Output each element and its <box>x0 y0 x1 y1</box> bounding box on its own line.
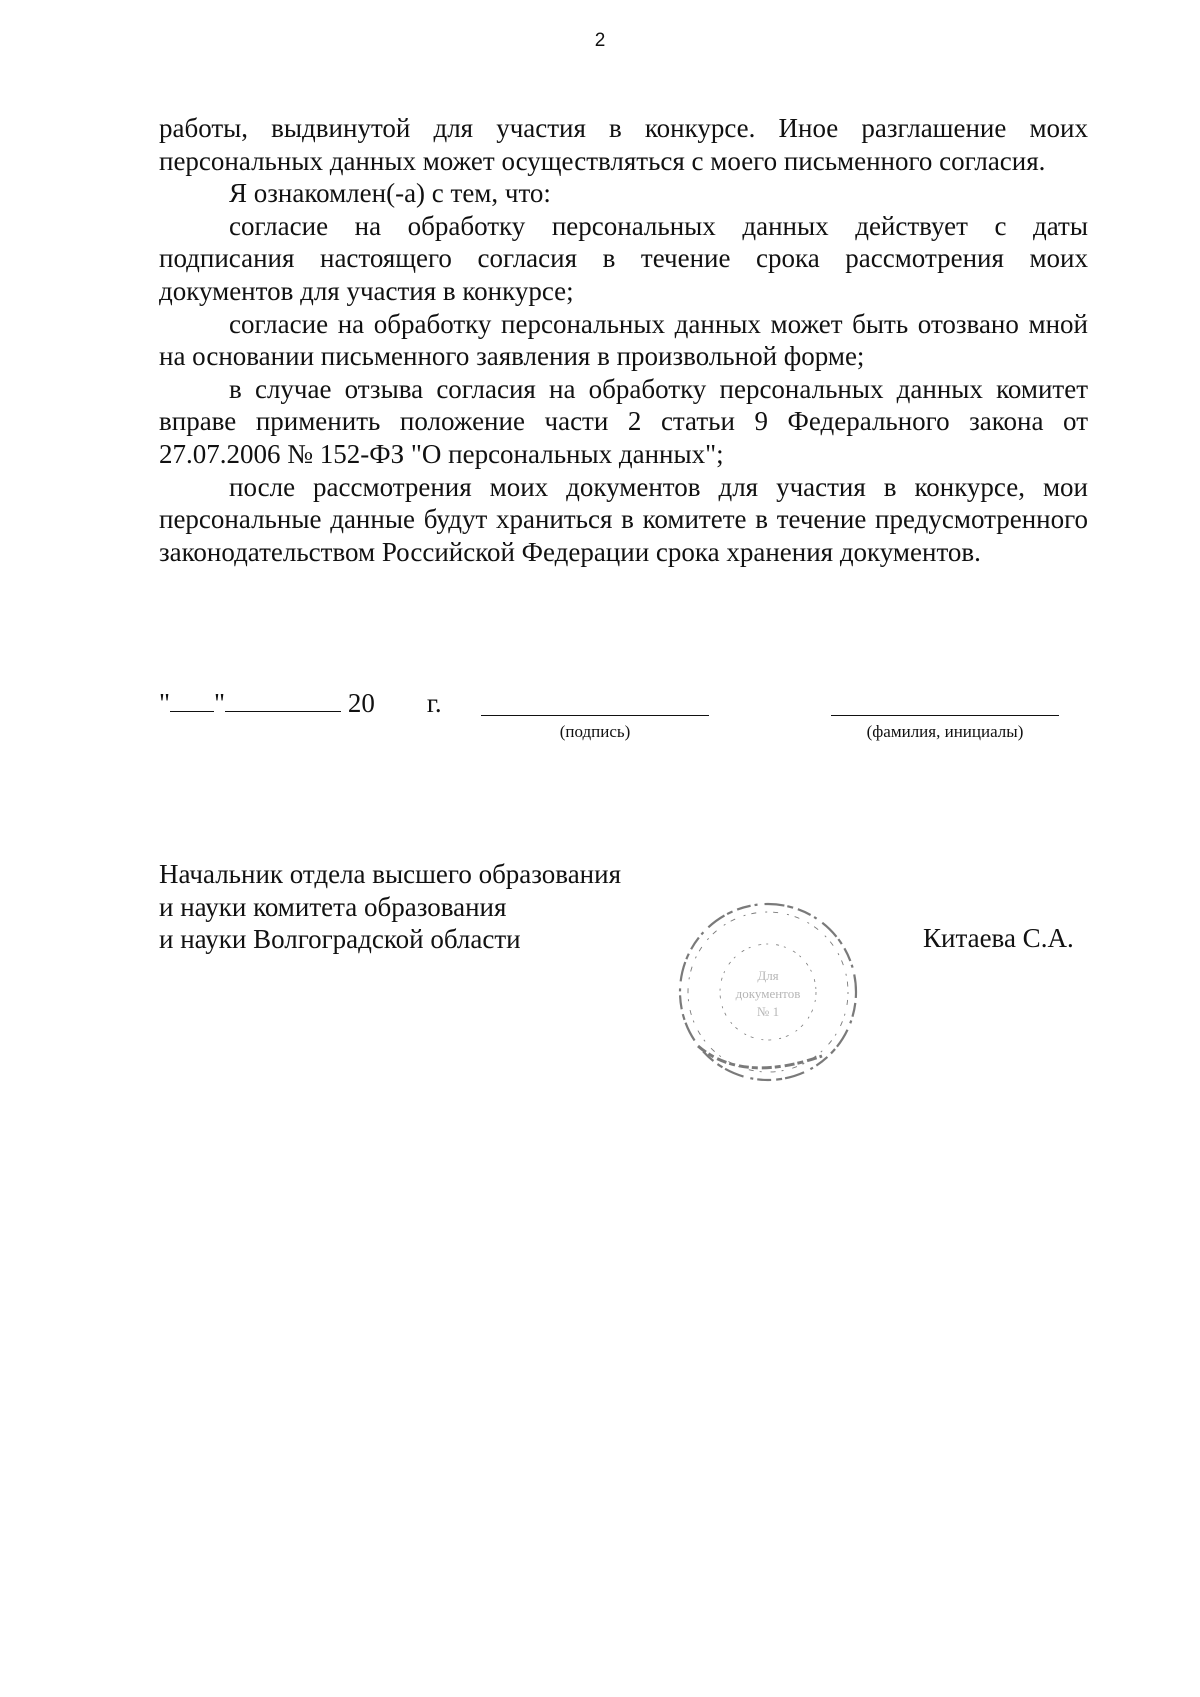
date-quote-open: " <box>159 688 171 718</box>
stamp-text-line-1: Для <box>757 968 779 983</box>
date-field <box>159 687 442 719</box>
page-number: 2 <box>594 30 606 51</box>
name-line <box>831 715 1059 716</box>
paragraph-revocation-law: в случае отзыва согласия на обработку персональных данных комитет вправе применить положение части 2 статьи 9 Федерального закона от 27.07.2006 № 152-ФЗ "О персональных данных"; <box>159 373 1088 469</box>
consent-body <box>159 112 1088 568</box>
year-suffix: г. <box>426 688 442 718</box>
official-title-line: Начальник отдела высшего образования <box>159 859 621 889</box>
stamp-text-line-2: документов <box>735 986 801 1001</box>
month-blank <box>225 687 341 712</box>
official-title-line: и науки Волгоградской области <box>159 924 521 955</box>
official-stamp <box>672 896 864 1088</box>
official-title <box>159 858 621 956</box>
paragraph-acknowledgement: Я ознакомлен(-а) с тем, что: <box>229 178 551 209</box>
day-blank <box>170 687 214 712</box>
year-prefix: 20 <box>347 688 375 718</box>
paragraph-disclosure: работы, выдвинутой для участия в конкурсе. Иное разглашение моих персональных данных может осуществляться с моего письменного согласия. <box>159 113 1088 176</box>
signature-row <box>159 687 1088 747</box>
paragraph-data-storage: после рассмотрения моих документов для участия в конкурсе, мои персональные данные будут храниться в комитете в течение предусмотренного законодательством Российской Федерации срока хранения документов. <box>159 471 1088 567</box>
name-caption: (фамилия, инициалы) <box>866 722 1024 741</box>
paragraph-consent-duration: согласие на обработку персональных данных действует с даты подписания настоящего согласия в течение срока рассмотрения моих документов для участия в конкурсе; <box>159 210 1088 306</box>
signature-line <box>481 715 709 716</box>
paragraph-consent-revocation: согласие на обработку персональных данных может быть отозвано мной на основании письменного заявления в произвольной форме; <box>159 308 1088 372</box>
date-quote-close: " <box>214 688 226 718</box>
official-title-line: и науки комитета образования <box>159 891 507 922</box>
signature-caption: (подпись) <box>559 722 631 741</box>
stamp-text-line-3: № 1 <box>756 1004 780 1019</box>
official-name: Китаева С.А. <box>923 923 1074 953</box>
